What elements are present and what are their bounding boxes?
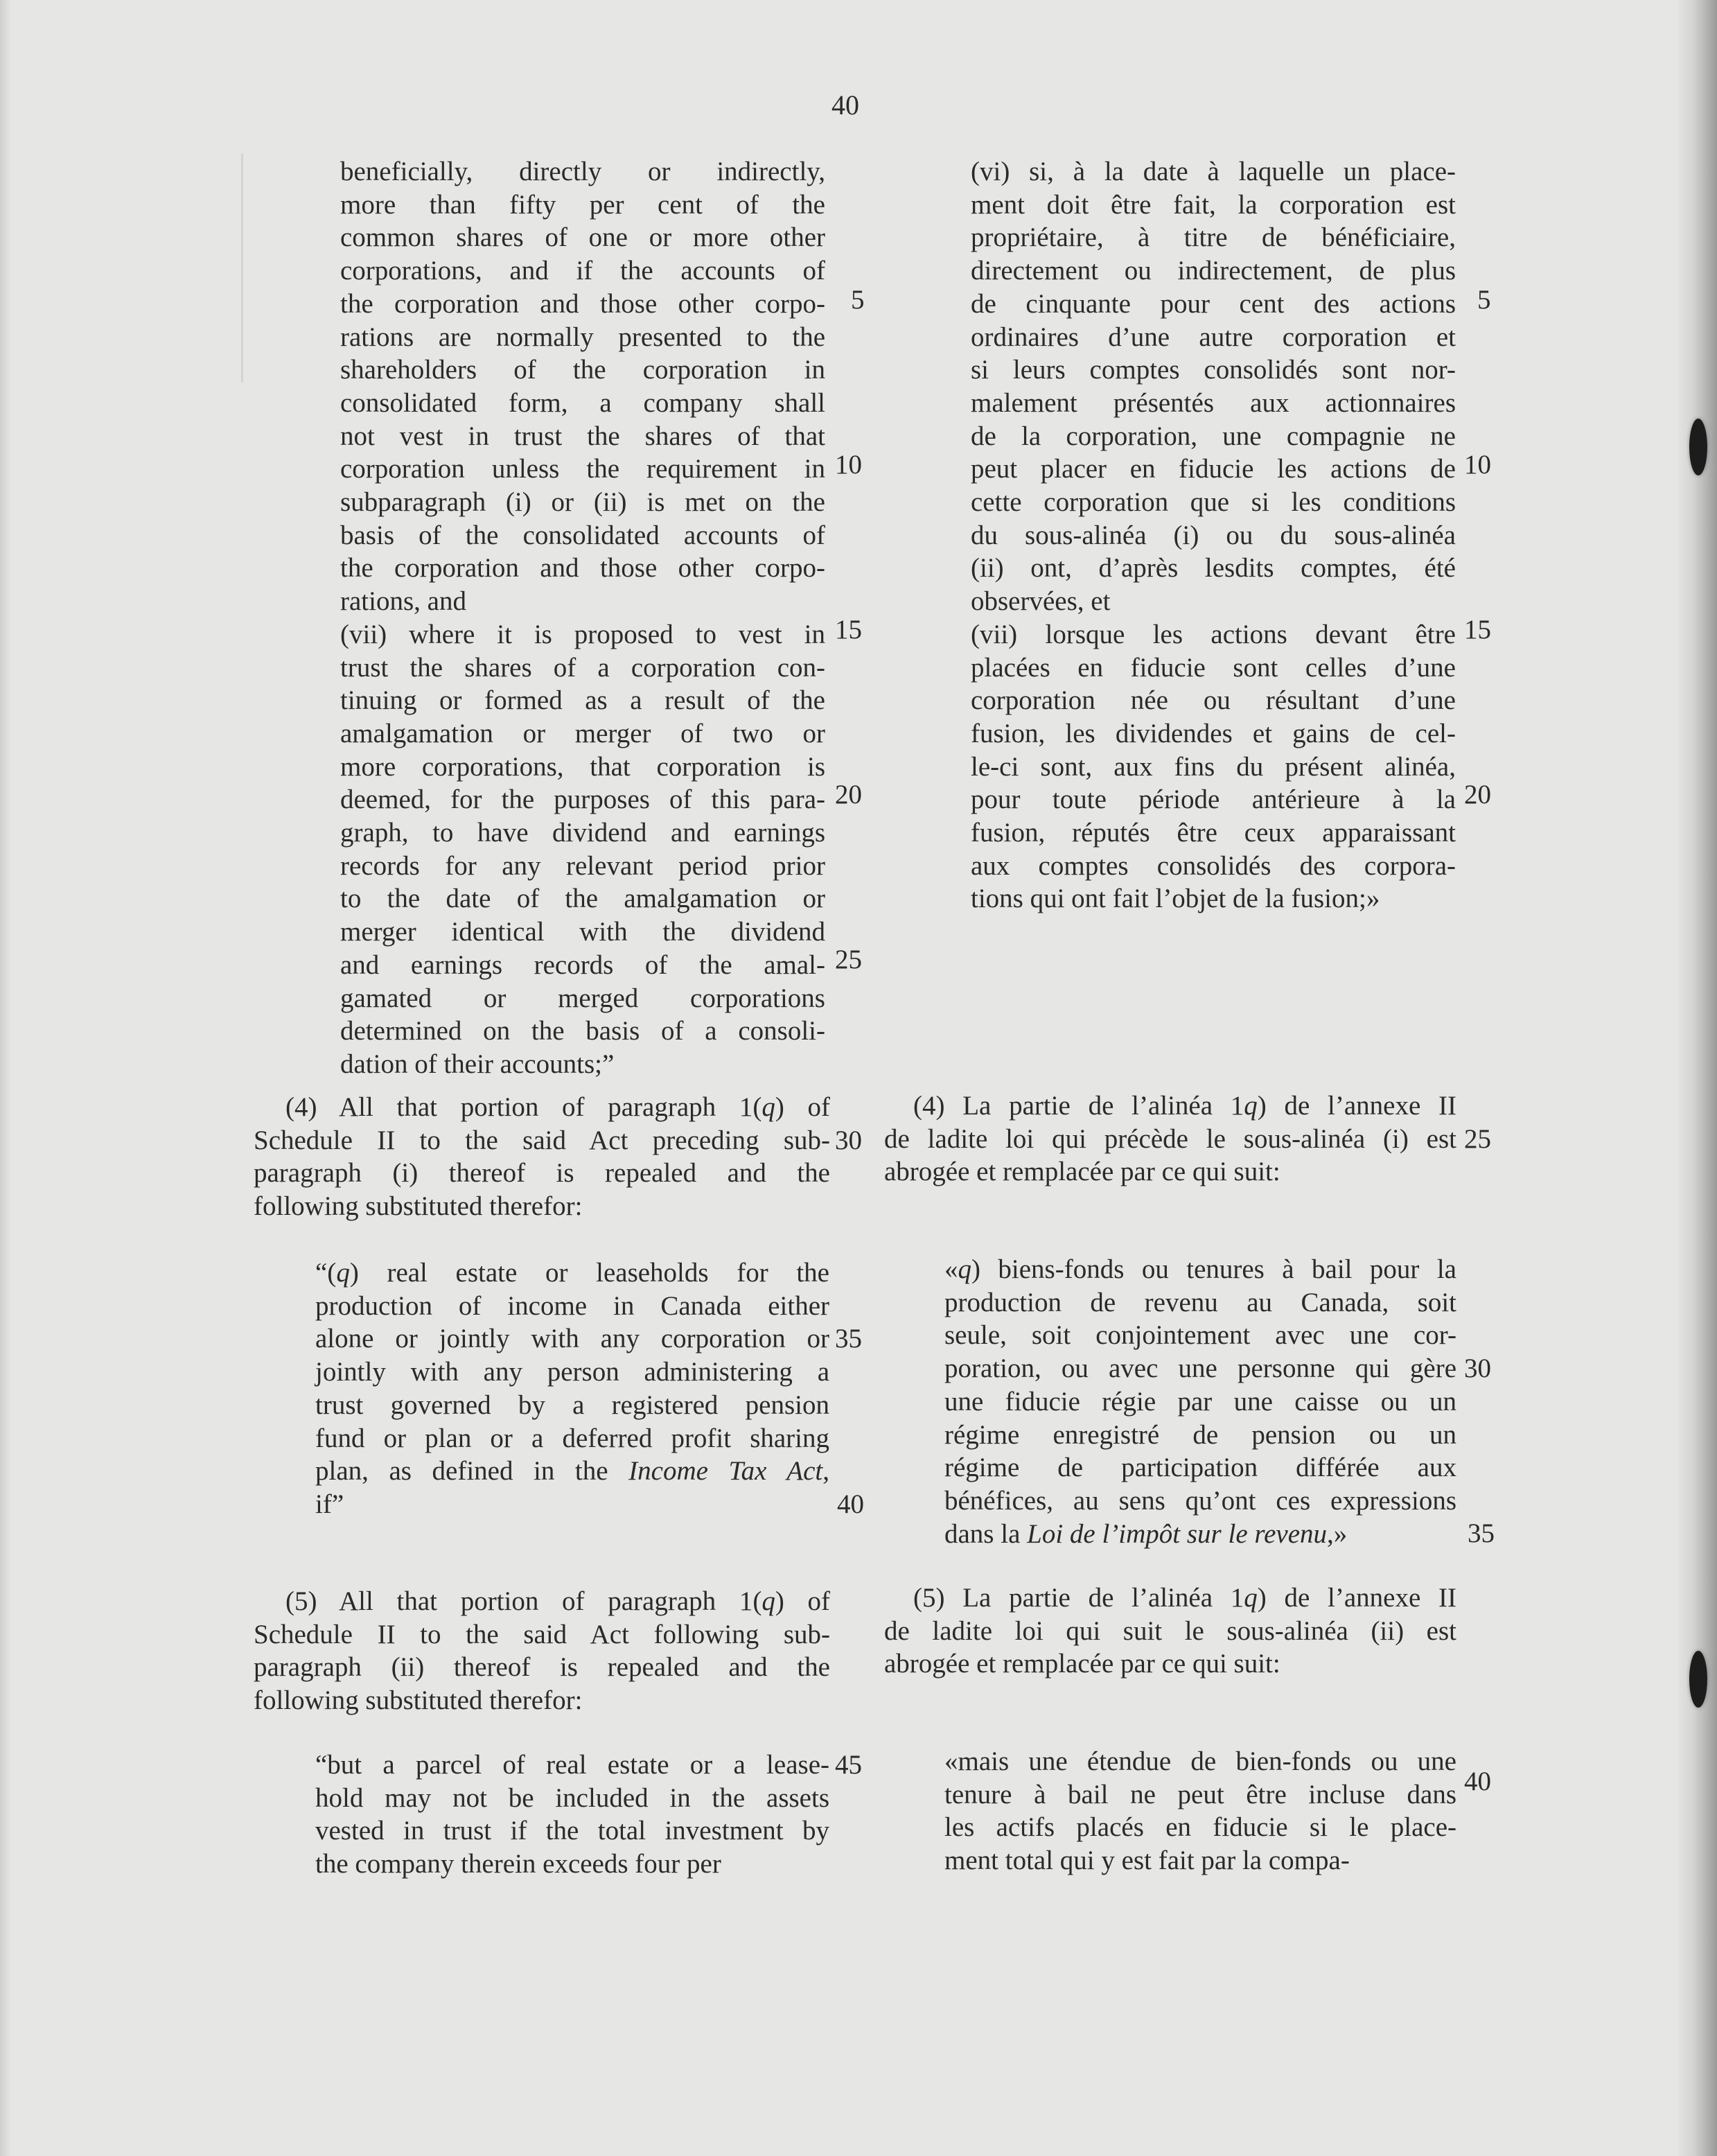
english-block1-line: trust the shares of a corporation con- [340, 652, 825, 683]
french-line-number: 30 [1464, 1353, 1491, 1383]
french-block1-line: observées, et [971, 586, 1111, 617]
english-block1-line: basis of the consolidated accounts of [340, 520, 825, 550]
english-block1-line: more than fifty per cent of the [340, 189, 825, 220]
french-line-number: 5 [1477, 285, 1491, 315]
french-line-number: 15 [1464, 615, 1491, 645]
french-block3-line: poration, ou avec une personne qui gère [944, 1353, 1456, 1384]
french-block1-line: tions qui ont fait l’objet de la fusion;» [971, 884, 1380, 914]
english-line-number: 5 [851, 285, 865, 315]
margin-mark [241, 154, 243, 383]
english-block2-line: Schedule II to the said Act preceding sub- [254, 1125, 830, 1155]
english-block5-line: “but a parcel of real estate or a lease- [315, 1750, 829, 1780]
english-block2-line: paragraph (i) thereof is repealed and the [254, 1158, 830, 1189]
french-block1-line: malement présentés aux actionnaires [971, 387, 1456, 418]
french-block4-line: (5) La partie de l’alinéa 1q) de l’annexe II [913, 1583, 1456, 1613]
english-block1-line: subparagraph (i) or (ii) is met on the [340, 487, 825, 517]
english-block2-line: (4) All that portion of paragraph 1(q) of [285, 1092, 830, 1122]
english-line-number: 40 [837, 1489, 864, 1519]
french-block1-line: (vi) si, à la date à laquelle un place- [971, 157, 1456, 186]
french-line-number: 25 [1464, 1124, 1491, 1154]
french-block5-line: ment total qui y est fait par la compa- [944, 1846, 1350, 1876]
french-block5-line: tenure à bail ne peut être incluse dans [944, 1779, 1456, 1809]
english-block5-line: vested in trust if the total investment by [315, 1816, 829, 1846]
english-block1-line: graph, to have dividend and earnings [340, 818, 825, 848]
english-block1-line: the corporation and those other corpo- [340, 553, 825, 584]
french-block1-line: de la corporation, une compagnie ne [971, 421, 1456, 451]
english-block1-line: deemed, for the purposes of this para- [340, 785, 825, 815]
english-block1-line: consolidated form, a company shall [340, 387, 825, 418]
french-block3-line: production de revenu au Canada, soit [944, 1287, 1456, 1317]
french-block3-line: dans la Loi de l’impôt sur le revenu,» [944, 1518, 1348, 1549]
english-block1-line: rations, and [340, 586, 466, 617]
french-block1-line: corporation née ou résultant d’une [971, 685, 1456, 716]
english-block4-line: Schedule II to the said Act following sub- [254, 1619, 830, 1649]
english-block3-line: if” [315, 1489, 344, 1519]
french-line-number: 40 [1464, 1767, 1491, 1796]
english-block5-line: the company therein exceeds four per [315, 1849, 721, 1879]
english-block1-line: beneficially, directly or indirectly, [340, 157, 825, 186]
french-block1-line: peut placer en fiducie les actions de [971, 454, 1456, 484]
french-block1-line: (ii) ont, d’après lesdits comptes, été [971, 553, 1456, 584]
english-line-number: 10 [835, 450, 862, 480]
english-block1-line: rations are normally presented to the [340, 322, 825, 352]
french-line-number: 35 [1468, 1518, 1495, 1548]
english-block1-line: corporations, and if the accounts of [340, 256, 825, 286]
french-block1-line: propriétaire, à titre de bénéficiaire, [971, 222, 1456, 253]
french-line-number: 20 [1464, 780, 1491, 809]
english-line-number: 35 [835, 1324, 862, 1353]
english-block2-line: following substituted therefor: [254, 1191, 583, 1222]
french-block1-line: (vii) lorsque les actions devant être [971, 619, 1456, 649]
english-block3-line: trust governed by a registered pension [315, 1390, 829, 1420]
english-block3-line: jointly with any person administering a [315, 1357, 829, 1387]
english-block3-line: plan, as defined in the Income Tax Act, [315, 1456, 829, 1487]
english-block3-line: alone or jointly with any corporation or [315, 1324, 829, 1354]
english-block1-line: determined on the basis of a consoli- [340, 1016, 825, 1046]
french-block1-line: directement ou indirectement, de plus [971, 256, 1456, 286]
french-block1-line: ment doit être fait, la corporation est [971, 189, 1456, 220]
french-block3-line: bénéfices, au sens qu’ont ces expressions [944, 1485, 1456, 1516]
english-block1-line: (vii) where it is proposed to vest in [340, 619, 825, 649]
french-block2-line: abrogée et remplacée par ce qui suit: [884, 1157, 1280, 1187]
french-block1-line: fusion, les dividendes et gains de cel- [971, 718, 1456, 748]
page-right-edge [1675, 0, 1717, 2156]
french-block1-line: cette corporation que si les conditions [971, 487, 1456, 517]
page-number: 40 [831, 89, 859, 121]
french-block3-line: seule, soit conjointement avec une cor- [944, 1320, 1456, 1351]
english-line-number: 20 [835, 780, 862, 809]
binder-hole-top [1689, 419, 1707, 475]
french-block3-line: «q) biens-fonds ou tenures à bail pour la [944, 1254, 1456, 1284]
binder-hole-bottom [1689, 1651, 1707, 1708]
french-block2-line: de ladite loi qui précède le sous-alinéa (i) est [884, 1123, 1456, 1154]
french-block3-line: régime de participation différée aux [944, 1453, 1456, 1483]
english-block3-line: fund or plan or a deferred profit sharing [315, 1423, 829, 1453]
french-block1-line: de cinquante pour cent des actions [971, 288, 1456, 319]
english-block1-line: amalgamation or merger of two or [340, 718, 825, 748]
english-block3-line: production of income in Canada either [315, 1290, 829, 1321]
english-block1-line: gamated or merged corporations [340, 983, 825, 1013]
english-block1-line: the corporation and those other corpo- [340, 288, 825, 319]
english-block5-line: hold may not be included in the assets [315, 1782, 829, 1813]
english-line-number: 25 [835, 945, 862, 974]
french-block1-line: placées en fiducie sont celles d’une [971, 652, 1456, 683]
french-block3-line: régime enregistré de pension ou un [944, 1419, 1456, 1450]
english-block1-line: and earnings records of the amal- [340, 949, 825, 980]
french-block1-line: le-ci sont, aux fins du présent alinéa, [971, 751, 1456, 782]
english-block4-line: paragraph (ii) thereof is repealed and the [254, 1652, 830, 1683]
french-block1-line: si leurs comptes consolidés sont nor- [971, 355, 1456, 385]
french-block1-line: fusion, réputés être ceux apparaissant [971, 818, 1456, 848]
english-block1-line: records for any relevant period prior [340, 850, 825, 881]
english-block4-line: (5) All that portion of paragraph 1(q) of [285, 1586, 830, 1616]
french-line-number: 10 [1464, 450, 1491, 480]
french-block1-line: aux comptes consolidés des corpora- [971, 850, 1456, 881]
english-block4-line: following substituted therefor: [254, 1685, 583, 1716]
french-block1-line: ordinaires d’une autre corporation et [971, 322, 1456, 352]
french-block5-line: «mais une étendue de bien-fonds ou une [944, 1746, 1456, 1776]
page-left-shadow [0, 0, 11, 2156]
english-block1-line: corporation unless the requirement in [340, 454, 825, 484]
english-block1-line: dation of their accounts;” [340, 1049, 615, 1079]
english-line-number: 45 [835, 1750, 862, 1780]
english-block1-line: more corporations, that corporation is [340, 751, 825, 782]
french-block4-line: de ladite loi qui suit le sous-alinéa (ii) est [884, 1615, 1456, 1646]
english-block3-line: “(q) real estate or leaseholds for the [315, 1258, 829, 1288]
french-block2-line: (4) La partie de l’alinéa 1q) de l’annexe II [913, 1091, 1456, 1121]
english-block1-line: shareholders of the corporation in [340, 355, 825, 385]
english-block1-line: common shares of one or more other [340, 222, 825, 253]
english-block1-line: tinuing or formed as a result of the [340, 685, 825, 716]
english-block1-line: to the date of the amalgamation or [340, 884, 825, 914]
english-block1-line: not vest in trust the shares of that [340, 421, 825, 451]
english-block1-line: merger identical with the dividend [340, 917, 825, 947]
english-line-number: 30 [835, 1125, 862, 1155]
french-block1-line: pour toute période antérieure à la [971, 785, 1456, 815]
french-block4-line: abrogée et remplacée par ce qui suit: [884, 1649, 1280, 1679]
french-block5-line: les actifs placés en fiducie si le place- [944, 1812, 1456, 1843]
french-block1-line: du sous-alinéa (i) ou du sous-alinéa [971, 520, 1456, 550]
french-block3-line: une fiducie régie par une caisse ou un [944, 1386, 1456, 1417]
english-line-number: 15 [835, 615, 862, 645]
